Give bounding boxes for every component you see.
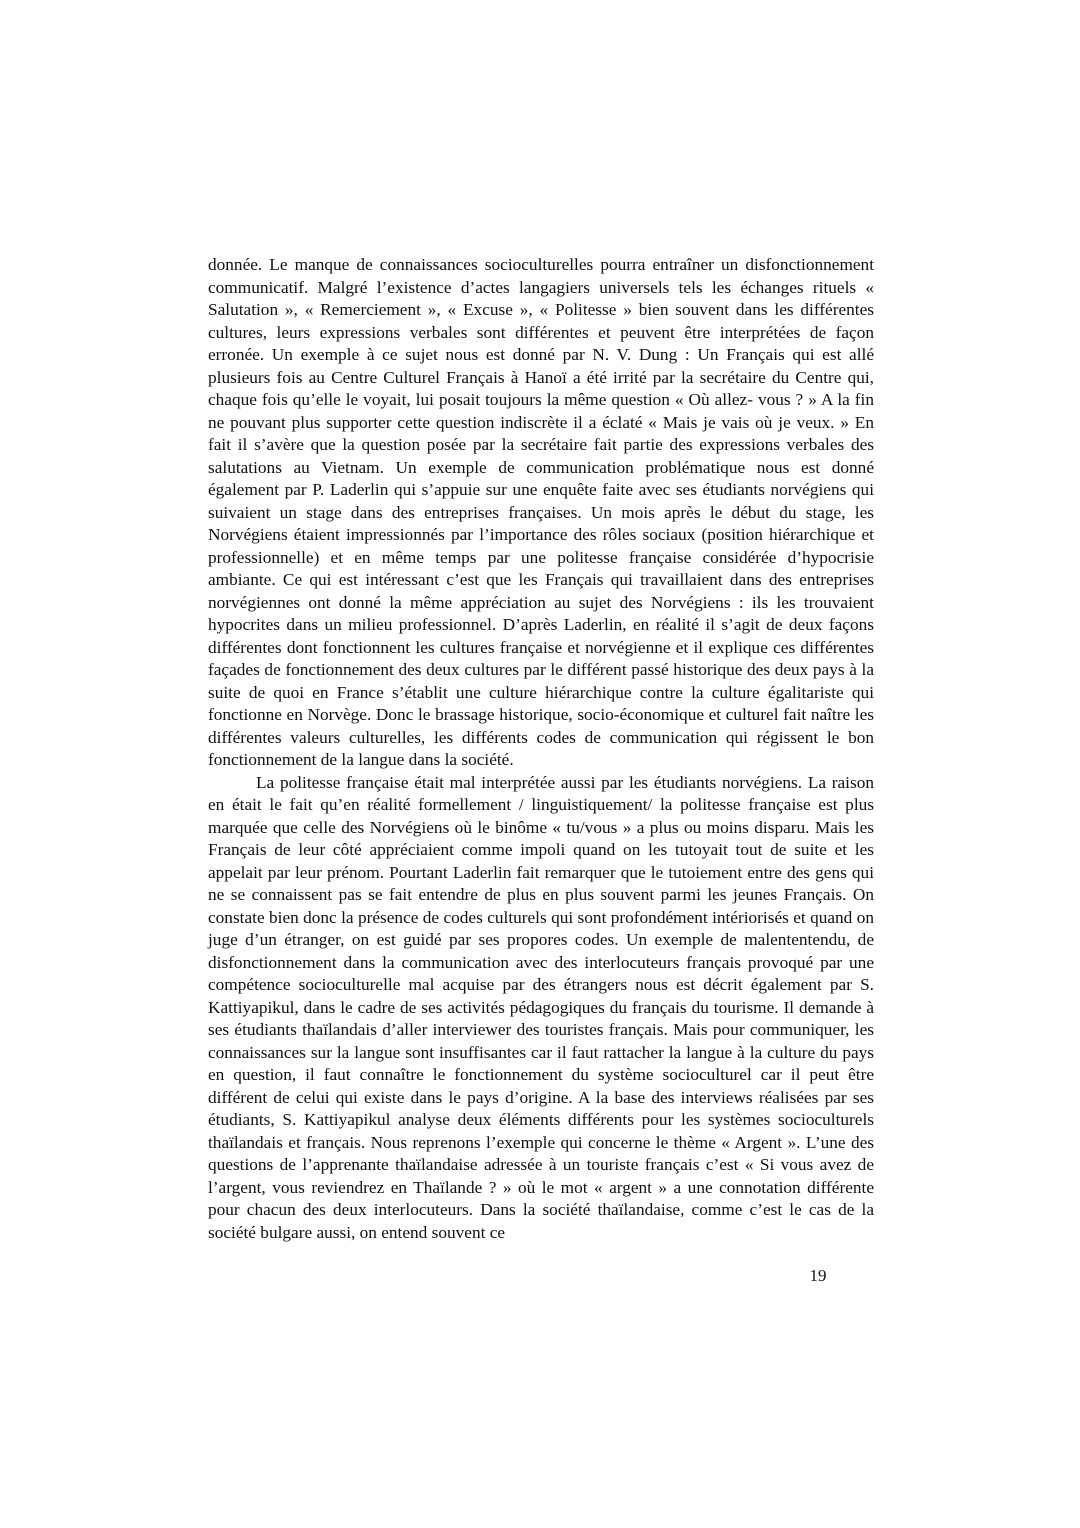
paragraph: donnée. Le manque de connaissances socioculturelles pourra entraîner un disfonctionnement communicatif. Malgré l’existence d’actes langagiers universels tels les échanges rituels « Salutation », « Remerciement », « Excuse », « Politesse » bien souvent dans les différentes cultures, leurs expressions verbales sont différentes et peuvent être interprétées de façon erronée. Un exemple à ce sujet nous est donné par N. V. Dung : Un Français qui est allé plusieurs fois au Centre Culturel Français à Hanoï a été irrité par la secrétaire du Centre qui, chaque fois qu’elle le voyait, lui posait toujours la même question « Où allez- vous ? » A la fin ne pouvant plus supporter cette question indiscrète il a éclaté « Mais je vais où je veux. » En fait il s’avère que la question posée par la secrétaire fait partie des expressions verbales des salutations au Vietnam. Un exemple de communication problématique nous est donné également par P. Laderlin qui s’appuie sur une enquête faite avec ses étudiants norvégiens qui suivaient un stage dans des entreprises françaises. Un mois après le début du stage, les Norvégiens étaient impressionnés par l’importance des rôles sociaux (position hiérarchique et professionnelle) et en même temps par une politesse française considérée d’hypocrisie ambiante. Ce qui est intéressant c’est que les Français qui travaillaient dans des entreprises norvégiennes ont donné la même appréciation au sujet des Norvégiens : ils les trouvaient hypocrites dans un milieu professionnel. D’après Laderlin, en réalité il s’agit de deux façons différentes dont fonctionnent les cultures française et norvégienne et il explique ces différentes façades de fonctionnement des deux cultures par le différent passé historique des deux pays à la suite de quoi en France s’établit une culture hiérarchique contre la culture égalitariste qui fonctionne en Norvège. Donc le brassage historique, socio-économique et culturel fait naître les différentes valeurs culturelles, les différents codes de communication qui régissent le bon fonctionnement de la langue dans la société. — [208, 255, 874, 769]
body-text — [208, 254, 874, 1244]
page-number: 19 — [809, 1266, 827, 1285]
paragraph: La politesse française était mal interprétée aussi par les étudiants norvégiens. La raison en était le fait qu’en réalité formellement / linguistiquement/ la politesse française est plus marquée que celle des Norvégiens où le binôme « tu/vous » a plus ou moins disparu. Mais les Français de leur côté appréciaient comme impoli quand on les tutoyait tout de suite et les appelait par leur prénom. Pourtant Laderlin fait remarquer que le tutoiement entre des gens qui ne se connaissent pas se fait entendre de plus en plus souvent parmi les jeunes Français. On constate bien donc la présence de codes culturels qui sont profondément intériorisés et quand on juge d’un étranger, on est guidé par ses propores codes. Un exemple de malententendu, de disfonctionnement dans la communication avec des interlocuteurs français provoqué par une compétence socioculturelle mal acquise par des étrangers nous est décrit également par S. Kattiyapikul, dans le cadre de ses activités pédagogiques du français du tourisme. Il demande à ses étudiants thaïlandais d’aller interviewer des touristes français. Mais pour communiquer, les connaissances sur la langue sont insuffisantes car il faut rattacher la langue à la culture du pays en question, il faut connaître le fonctionnement du système socioculturel car il peut être différent de celui qui existe dans le pays d’origine. A la base des interviews réalisées par ses étudiants, S. Kattiyapikul analyse deux éléments différents pour les systèmes socioculturels thaïlandais et français. Nous reprenons l’exemple qui concerne le thème « Argent ». L’une des questions de l’apprenante thaïlandaise adressée à un touriste français c’est « Si vous avez de l’argent, vous reviendrez en Thaïlande ? » où le mot « argent » a une connotation différente pour chacun des deux interlocuteurs. Dans la société thaïlandaise, comme c’est le cas de la société bulgare aussi, on entend souvent ce — [208, 772, 874, 1242]
